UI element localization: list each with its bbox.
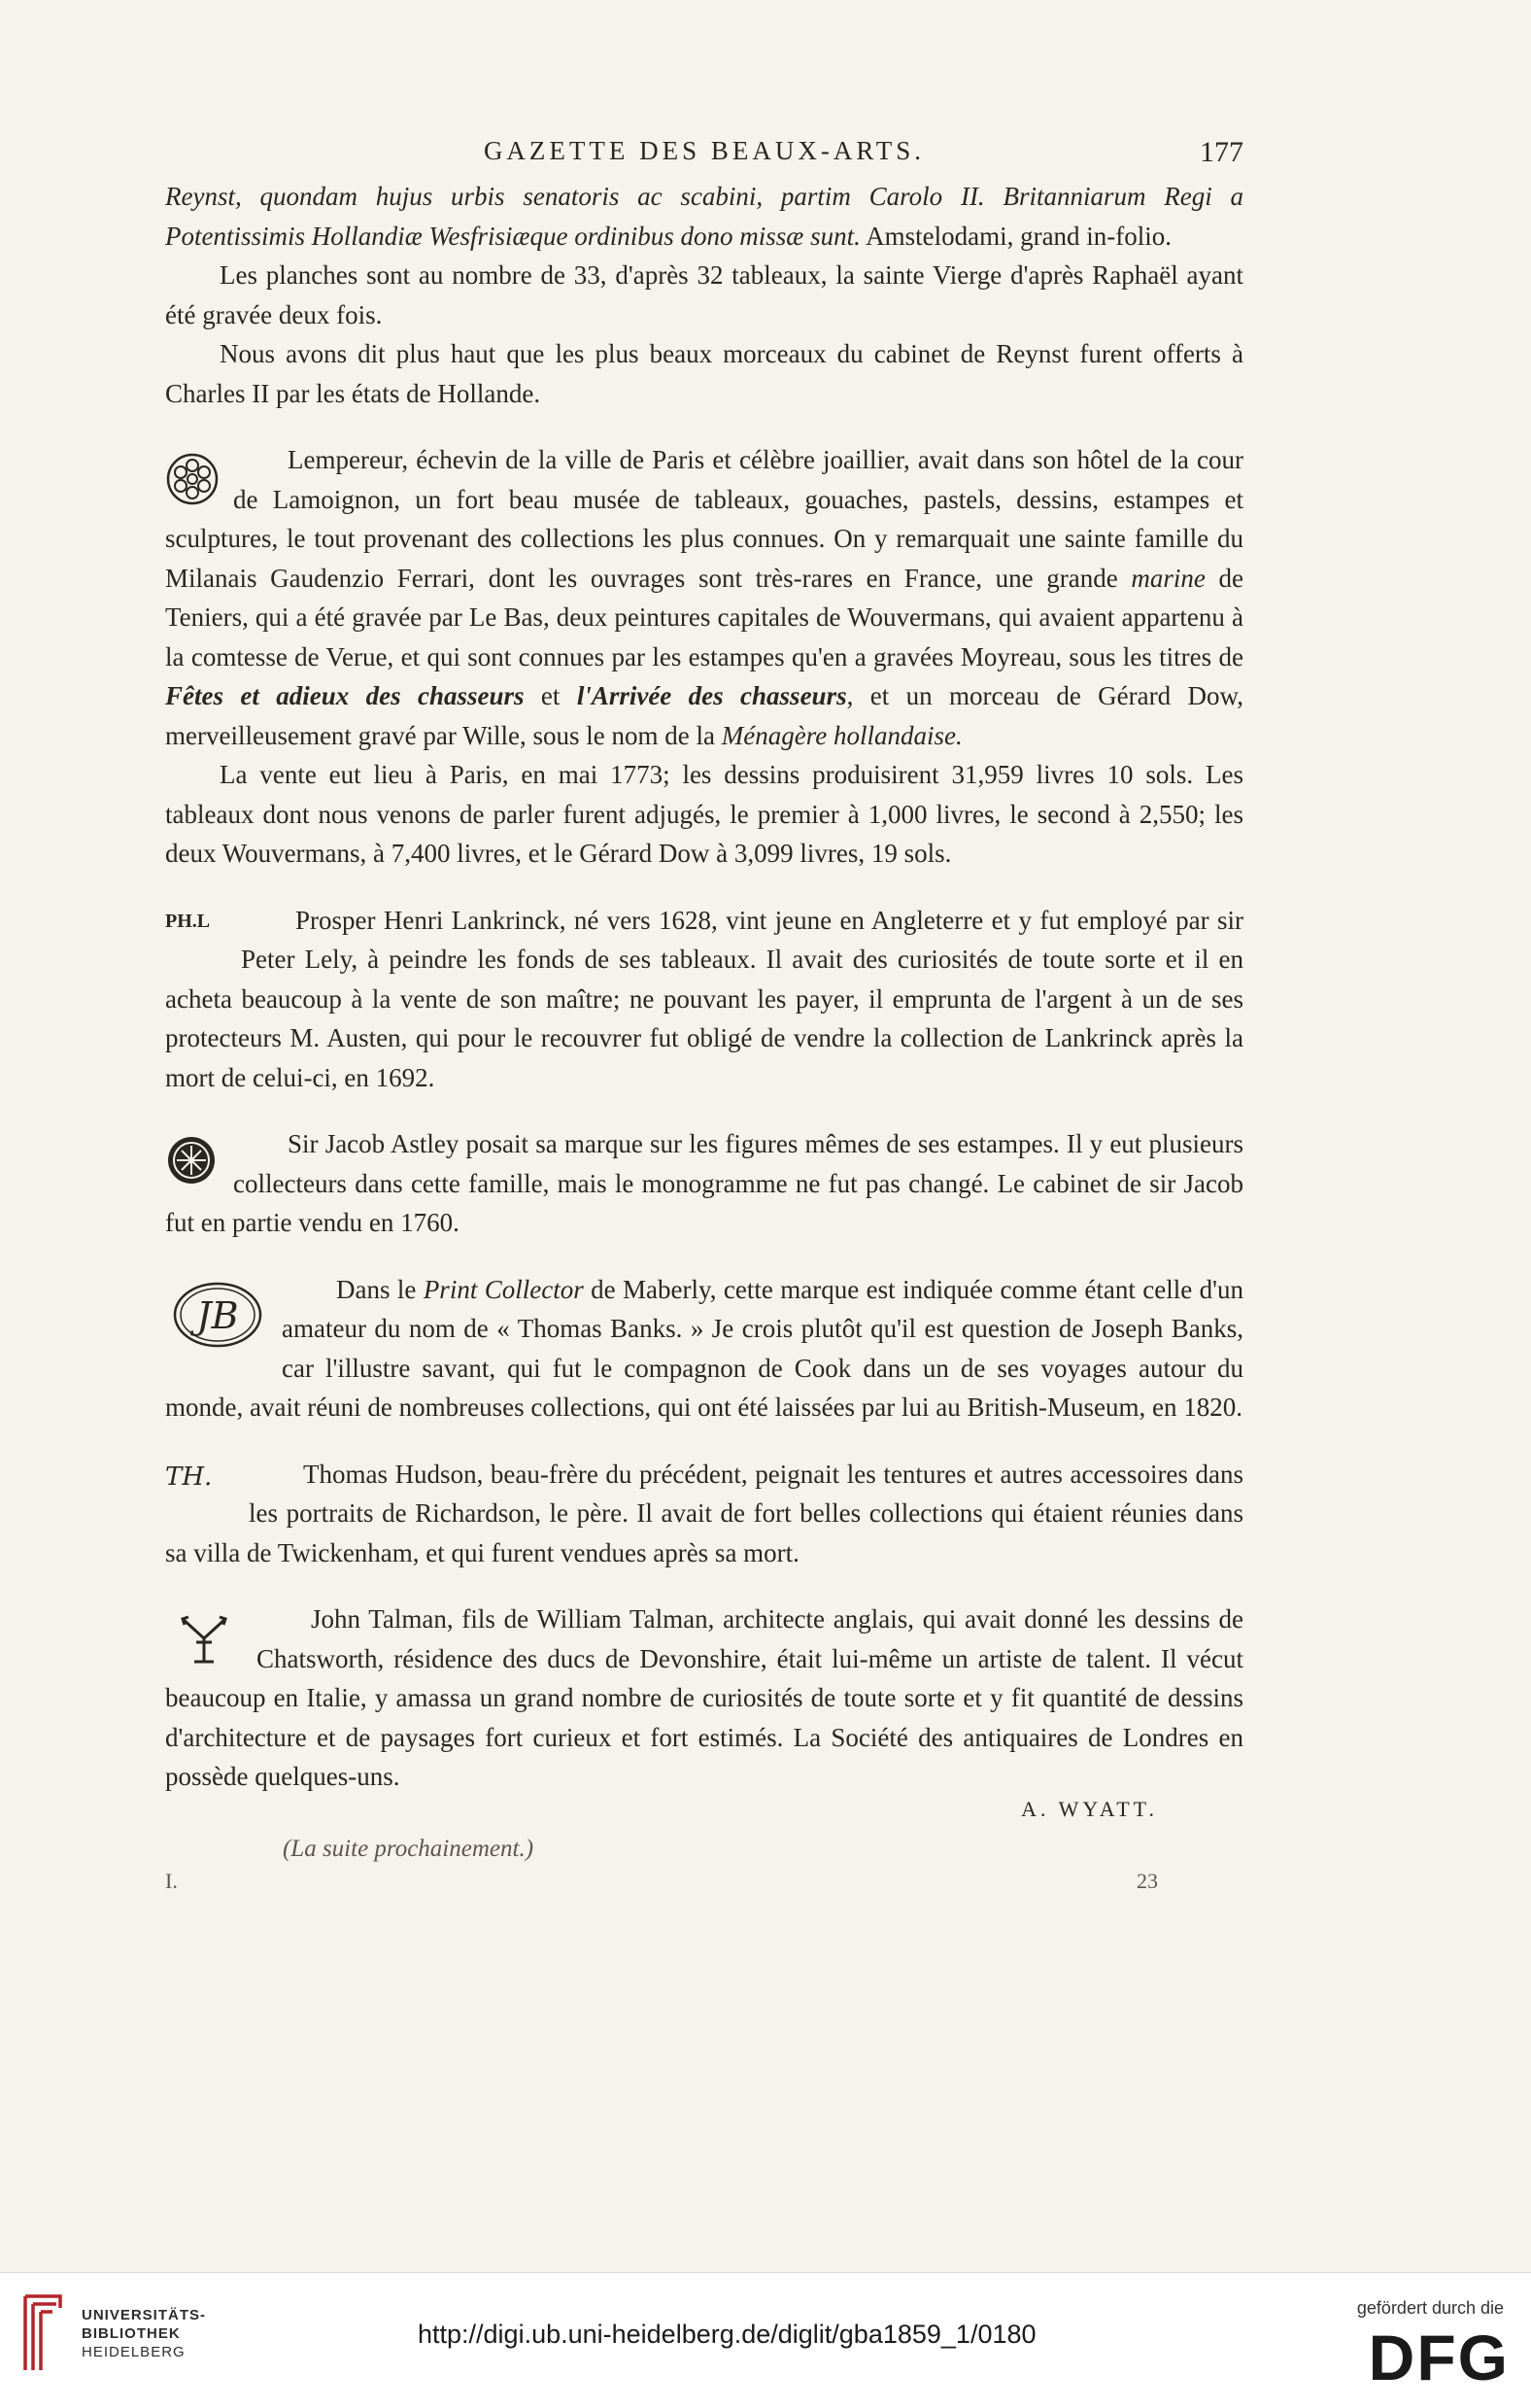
entry-hudson [165,1455,1243,1573]
entry-astley [165,1124,1243,1243]
entry-lempereur [165,440,1243,755]
svg-text:JB: JB [196,1293,239,1337]
signature-row [165,1797,1243,1836]
paragraph-talman: John Talman, fils de William Talman, architecte anglais, qui avait donné les dessins de Chatsworth, résidence des ducs de Devonshire, était lui-même un artiste de talent. Il vécut beaucoup en Italie, y amassa un grand nombre de curiosités de toute sorte et y fit quantité de dessins d'architecture et de paysages fort curieux et fort estimés. La Société des antiquaires de Londres en possède quelques-uns. [165,1604,1243,1791]
paragraph-reynst-cabinet: Nous avons dit plus haut que les plus beaux morceaux du cabinet de Reynst furent offerts à Charles II par les états de Hollande. [165,339,1243,408]
paragraph-reynst-title [165,177,1243,256]
page-header [165,126,1243,177]
paragraph-lempereur: Lempereur, échevin de la ville de Paris et célèbre joaillier, avait dans son hôtel de la cour de Lamoignon, un fort beau musée de tableaux, gouaches, pastels, dessins, estampes et sculptures, le tout provenant des collections les plus connues. On y remarquait une sainte famille du Milanais Gaudenzio Ferrari, dont les ouvrages sont très-rares en France, une grande marine de Teniers, qui a été gravée par Le Bas, deux peintures capitales de Wouvermans, qui avaient appartenu à la comtesse de Verue, et qui sont connues par les estampes qu'en a gravées Moyreau, sous les titres de Fêtes et adieux des chasseurs et l'Arrivée des chasseurs, et un morceau de Gérard Dow, merveilleusement gravé par Wille, sous le nom de la Ménagère hollandaise. [165,445,1244,750]
collector-mark-astley [165,1134,218,1187]
paragraph-text: Amstelodami, grand in-folio. [860,221,1173,251]
entry-talman [165,1600,1243,1797]
astley-monogram-icon [165,1134,218,1187]
collector-mark-lankrinck: PH.L [165,910,211,932]
latin-title: Reynst, quondam hujus urbis senatoris ac scabini, partim Carolo II. Britanniarum Regi a Potentissimis Hollandiæ Wesfrisiæque ordinibus dono missæ sunt. [165,182,1243,251]
paragraph-plates: Les planches sont au nombre de 33, d'après 32 tableaux, la sainte Vierge d'après Raphaël ayant été gravée deux fois. [165,260,1243,329]
rosette-mark-icon [165,452,220,506]
page-content [165,126,1243,1902]
author-signature: A. WYATT. [1021,1796,1158,1821]
permalink-url[interactable]: http://digi.ub.uni-heidelberg.de/diglit/gba1859_1/0180 [418,2320,1037,2349]
paragraph-hudson: Thomas Hudson, beau-frère du précédent, peignait les tentures et autres accessoires dans les portraits de Richardson, le père. Il avait de fort belles collections qui étaient réunies dans sa villa de Twickenham, et qui furent vendues après sa mort. [165,1459,1243,1567]
entry-lankrinck [165,901,1243,1098]
funding-caption: gefördert durch die [1356,2298,1504,2318]
banks-monogram-icon [171,1280,264,1350]
sheet-signature-left: I. [165,1868,178,1893]
collector-mark-hudson: TH. [165,1462,213,1492]
running-title: GAZETTE DES BEAUX-ARTS. [483,136,926,165]
collector-mark-banks [171,1280,264,1350]
page-number: 177 [1200,136,1243,168]
sheet-signature-right: 23 [1137,1868,1158,1893]
paragraph-sale-1773: La vente eut lieu à Paris, en mai 1773; les dessins produisirent 31,959 livres 10 sols. Les tableaux dont nous venons de parler furent adjugés, le premier à 1,000 livres, le second à 2,550; les deux Wouvermans, à 7,400 livres, et le Gérard Dow à 3,099 livres, 19 sols. [165,760,1243,868]
paragraph-banks: Dans le Print Collector de Maberly, cette marque est indiquée comme étant celle d'un amateur du nom de « Thomas Banks. » Je crois plutôt qu'il est question de Joseph Banks, car l'illustre savant, qui fut le compagnon de Cook dans un de ses voyages autour du monde, avait réuni de nombreuses collections, qui ont été laissées par lui au British-Museum, en 1820. [165,1274,1243,1422]
entry-banks [165,1270,1243,1428]
sheet-signatures [165,1863,1243,1902]
university-library-logo-icon [17,2292,68,2374]
collector-mark-talman [175,1613,243,1671]
paragraph-astley: Sir Jacob Astley posait sa marque sur les figures mêmes de ses estampes. Il y eut plusieurs collecteurs dans cette famille, mais le monogramme ne fut pas changé. Le cabinet de sir Jacob fut en partie vendu en 1760. [165,1129,1243,1237]
paragraph-lankrinck: Prosper Henri Lankrinck, né vers 1628, vint jeune en Angleterre et y fut employé par sir Peter Lely, à peindre les fonds de ses tableaux. Il avait des curiosités de toute sorte et il en acheta beaucoup à la vente de son maître; ne pouvant les payer, il emprunta de l'argent à un de ses protecteurs M. Austen, qui pour le recouvrer fut obligé de vendre la collection de Lankrinck après la mort de celui-ci, en 1692. [165,905,1243,1092]
continuation-note: (La suite prochainement.) [282,1835,534,1862]
dfg-logo: DFG [1368,2322,1510,2393]
university-library-name: UNIVERSITÄTS- BIBLIOTHEK HEIDELBERG [82,2307,207,2360]
collector-mark-lempereur [165,452,220,506]
digitization-footer [0,2272,1531,2408]
talman-mark-icon [175,1613,233,1668]
